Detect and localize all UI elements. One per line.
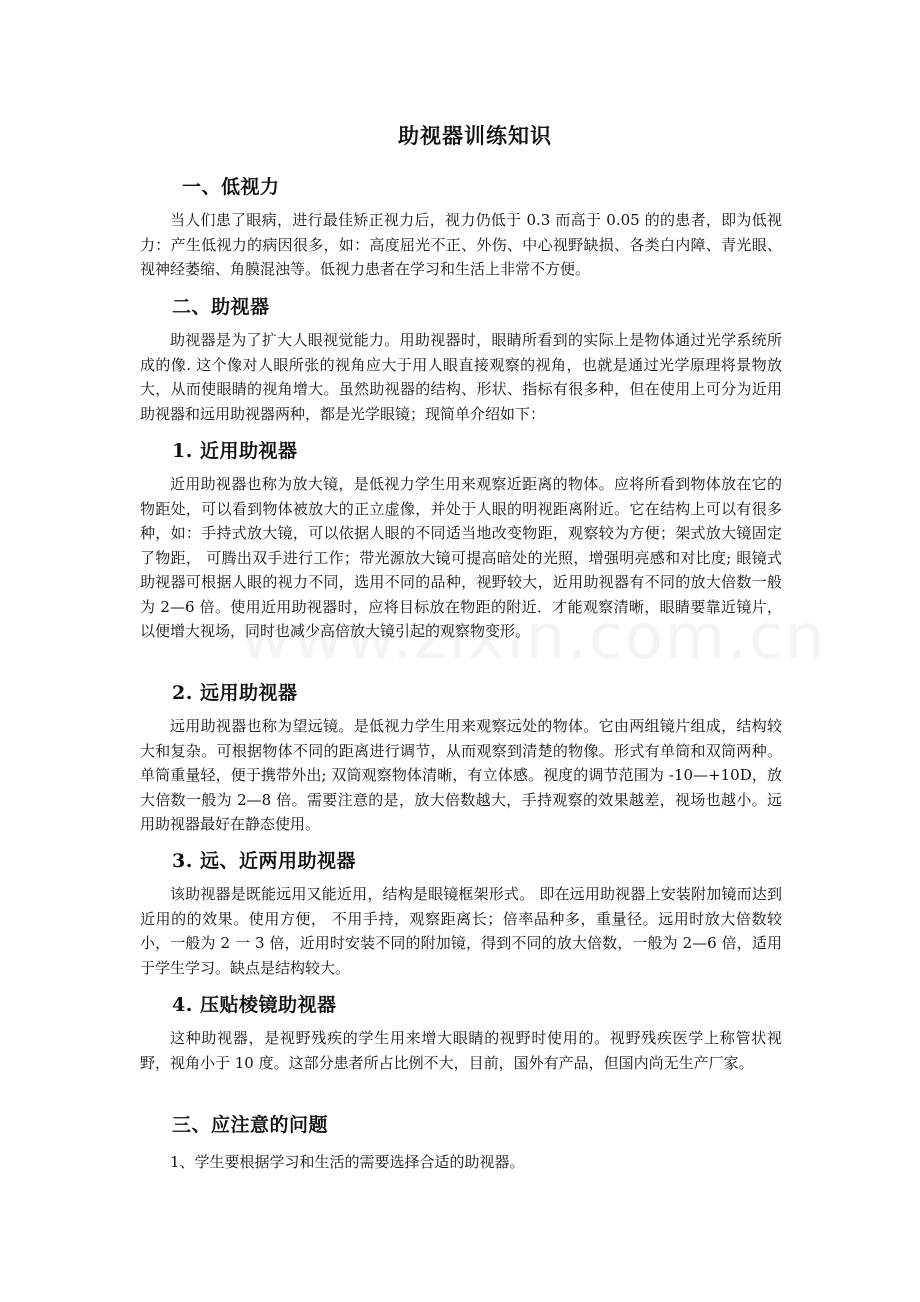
heading-low-vision: 一、低视力: [182, 176, 280, 198]
heading-visual-aids: 二、助视器: [172, 296, 270, 318]
heading-notes: 三、应注意的问题: [172, 1114, 329, 1136]
heading-dual-aid: 3. 远、近两用助视器: [172, 850, 356, 872]
paragraph-dual-aid: 该助视器是既能远用又能近用，结构是眼镜框架形式。 即在远用助视器上安装附加镜而达到近用的的效果。使用方便， 不用手持，观察距离长；倍率品种多，重量径。远用时放大倍数较小，一般为 2 一 3 倍，近用时安装不同的附加镜，得到不同的放大倍数，一般为 2—6 倍，适用于学生学习。缺点是结构较大。: [140, 885, 782, 977]
heading-prism-aid: 4. 压贴棱镜助视器: [172, 994, 337, 1016]
document-title: 助视器训练知识: [398, 123, 552, 148]
heading-far-aid: 2. 远用助视器: [172, 682, 298, 704]
paragraph-notes: 1、学生要根据学习和生活的需要选择合适的助视器。: [170, 1153, 525, 1171]
paragraph-visual-aids: 助视器是为了扩大人眼视觉能力。用助视器时，眼睛所看到的实际上是物体通过光学系统所成的像. 这个像对人眼所张的视角应大于用人眼直接观察的视角，也就是通过光学原理将景物放大，从而使眼睛的视角增大。虽然助视器的结构、形状、指标有很多种，但在使用上可分为近用助视器和远用助视器两种，都是光学眼镜；现简单介绍如下：: [140, 331, 782, 423]
paragraph-far-aid: 远用助视器也称为望远镜。是低视力学生用来观察远处的物体。它由两组镜片组成，结构较大和复杂。可根据物体不同的距离进行调节，从而观察到清楚的物像。形式有单筒和双筒两种。单筒重量轻，便于携带外出; 双筒观察物体清晰，有立体感。视度的调节范围为 -10—+10D，放大倍数一般为 2—8 倍。需要注意的是，放大倍数越大，手持观察的效果越差，视场也越小。远用助视器最好在静态使用。: [140, 717, 782, 833]
paragraph-near-aid: 近用助视器也称为放大镜，是低视力学生用来观察近距离的物体。应将所看到物体放在它的物距处，可以看到物体被放大的正立虚像，并处于人眼的明视距离附近。它在结构上可以有很多种，如：手持式放大镜，可以依据人眼的不同适当地改变物距，观察较为方便；架式放大镜固定了物距， 可腾出双手进行工作；带光源放大镜可提高暗处的光照，增强明亮感和对比度; 眼镜式助视器可根据人眼的视力不同，选用不同的品种，视野较大，近用助视器有不同的放大倍数一般为 2—6 倍。使用近用助视器时，应将目标放在物距的附近．才能观察清晰，眼睛要靠近镜片，以便增大视场，同时也减少高倍放大镜引起的观察物变形。: [140, 475, 782, 640]
paragraph-low-vision: 当人们患了眼病，进行最佳矫正视力后，视力仍低于 0.3 而高于 0.05 的的患者，即为低视力：产生低视力的病因很多，如：高度屈光不正、外伤、中心视野缺损、各类白内障、青光眼、视神经萎缩、角膜混浊等。低视力患者在学习和生活上非常不方便。: [140, 211, 782, 278]
heading-near-aid: 1. 近用助视器: [172, 440, 298, 462]
paragraph-prism-aid: 这种助视器，是视野残疾的学生用来增大眼睛的视野时使用的。视野残疾医学上称管状视野，视角小于 10 度。这部分患者所占比例不大，目前，国外有产品，但国内尚无生产厂家。: [140, 1029, 782, 1072]
